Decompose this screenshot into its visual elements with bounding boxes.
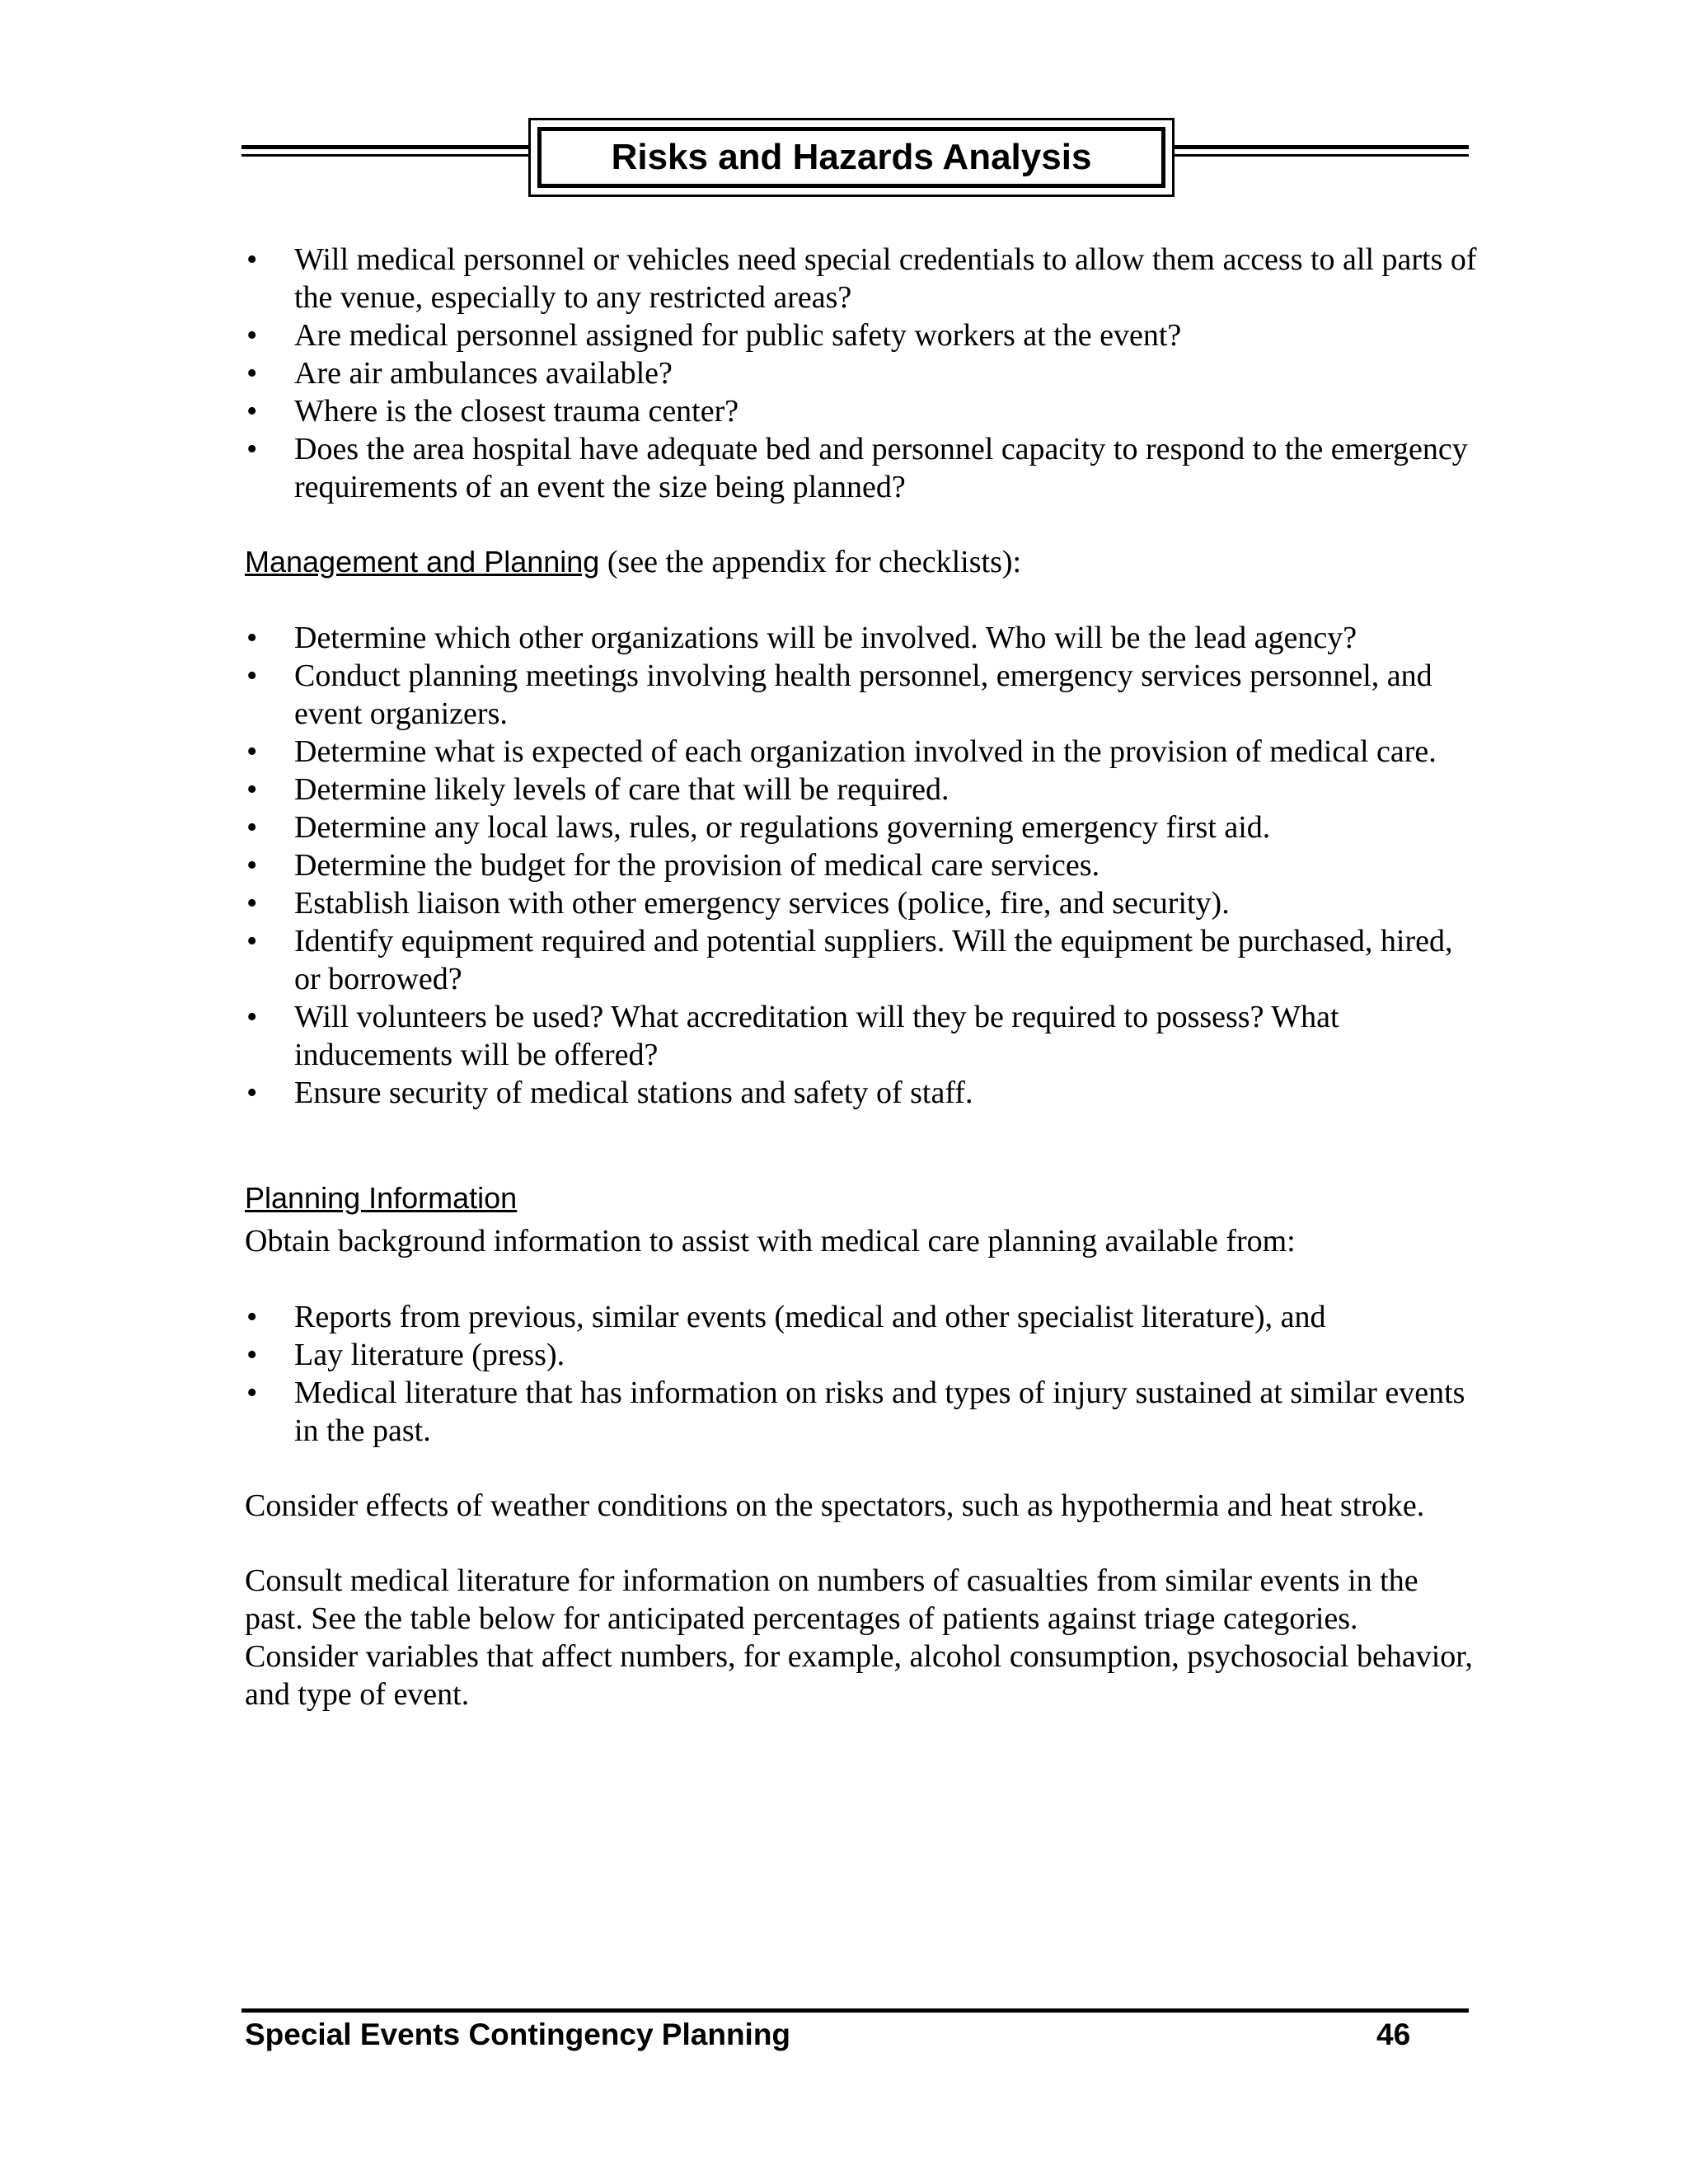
list-item: • Conduct planning meetings involving health personnel, emergency services personnel, and event organizers. <box>246 658 1432 731</box>
bullet-icon: • <box>246 658 258 693</box>
bullet-icon: • <box>246 1376 258 1410</box>
page-content <box>245 241 1477 1713</box>
header-rule-left <box>241 145 530 157</box>
list-item: • Will volunteers be used? What accreditation will they be required to possess? What inducements will be offered? <box>246 1000 1339 1072</box>
list-item: • Will medical personnel or vehicles need special credentials to allow them access to all parts of the venue, especially to any restricted areas? <box>246 242 1477 315</box>
bullet-icon: • <box>246 356 258 391</box>
header-title-box <box>528 118 1175 197</box>
list-item: • Are medical personnel assigned for public safety workers at the event? <box>246 318 1182 353</box>
list-item: • Determine what is expected of each organization involved in the provision of medical care. <box>246 734 1437 769</box>
page-number: 46 <box>1376 2018 1411 2051</box>
list-item: • Ensure security of medical stations and safety of staff. <box>246 1076 973 1110</box>
footer-rule <box>241 2008 1469 2013</box>
header-rule-right <box>1175 145 1469 157</box>
list-item: • Lay literature (press). <box>246 1338 565 1372</box>
bullet-icon: • <box>246 432 258 466</box>
intro-bullet-list <box>245 241 1477 506</box>
bullet-icon: • <box>246 924 258 958</box>
list-item: • Identify equipment required and potential suppliers. Will the equipment be purchased, hired, or borrowed? <box>246 924 1453 996</box>
casualties-paragraph: Consult medical literature for information on numbers of casualties from similar events in the past. See the table below for anticipated percentages of patients against triage categories. Consider variables that affect numbers, for example, alcohol consumption, psychosocial behavior, and type of event. <box>245 1563 1473 1712</box>
bullet-icon: • <box>246 1000 258 1034</box>
list-item: • Does the area hospital have adequate bed and personnel capacity to respond to the emergency requirements of an event the size being planned? <box>246 432 1468 504</box>
bullet-icon: • <box>246 848 258 883</box>
planning-heading-line <box>245 1179 1477 1217</box>
planning-heading: Planning Information <box>245 1181 518 1215</box>
bullet-icon: • <box>246 1300 258 1334</box>
bullet-icon: • <box>246 886 258 921</box>
bullet-icon: • <box>246 810 258 845</box>
list-item: • Determine any local laws, rules, or regulations governing emergency first aid. <box>246 810 1271 845</box>
page-title: Risks and Hazards Analysis <box>611 137 1092 177</box>
list-item: • Determine which other organizations will be involved. Who will be the lead agency? <box>246 621 1357 655</box>
bullet-icon: • <box>246 734 258 769</box>
list-item: • Medical literature that has information on risks and types of injury sustained at similar events in the past. <box>246 1376 1465 1448</box>
bullet-icon: • <box>246 394 258 429</box>
list-item: • Where is the closest trauma center? <box>246 394 739 429</box>
management-heading: Management and Planning <box>245 545 600 579</box>
bullet-icon: • <box>246 772 258 807</box>
list-item: • Determine the budget for the provision of medical care services. <box>246 848 1100 883</box>
bullet-icon: • <box>246 621 258 655</box>
planning-intro: Obtain background information to assist with medical care planning available from: <box>245 1224 1296 1258</box>
footer-title: Special Events Contingency Planning <box>245 2018 791 2051</box>
bullet-icon: • <box>246 318 258 353</box>
list-item: • Are air ambulances available? <box>246 356 673 391</box>
management-heading-line <box>245 543 1477 581</box>
header-title-inner-frame <box>537 127 1165 188</box>
bullet-icon: • <box>246 242 258 277</box>
list-item: • Reports from previous, similar events (medical and other specialist literature), and <box>246 1300 1326 1334</box>
bullet-icon: • <box>246 1338 258 1372</box>
management-heading-note: (see the appendix for checklists): <box>599 545 1022 579</box>
list-item: • Determine likely levels of care that will be required. <box>246 772 950 807</box>
list-item: • Establish liaison with other emergency services (police, fire, and security). <box>246 886 1230 921</box>
weather-paragraph: Consider effects of weather conditions on the spectators, such as hypothermia and heat stroke. <box>245 1488 1425 1523</box>
bullet-icon: • <box>246 1076 258 1110</box>
management-bullet-list <box>245 619 1477 1112</box>
planning-bullet-list <box>245 1298 1477 1450</box>
